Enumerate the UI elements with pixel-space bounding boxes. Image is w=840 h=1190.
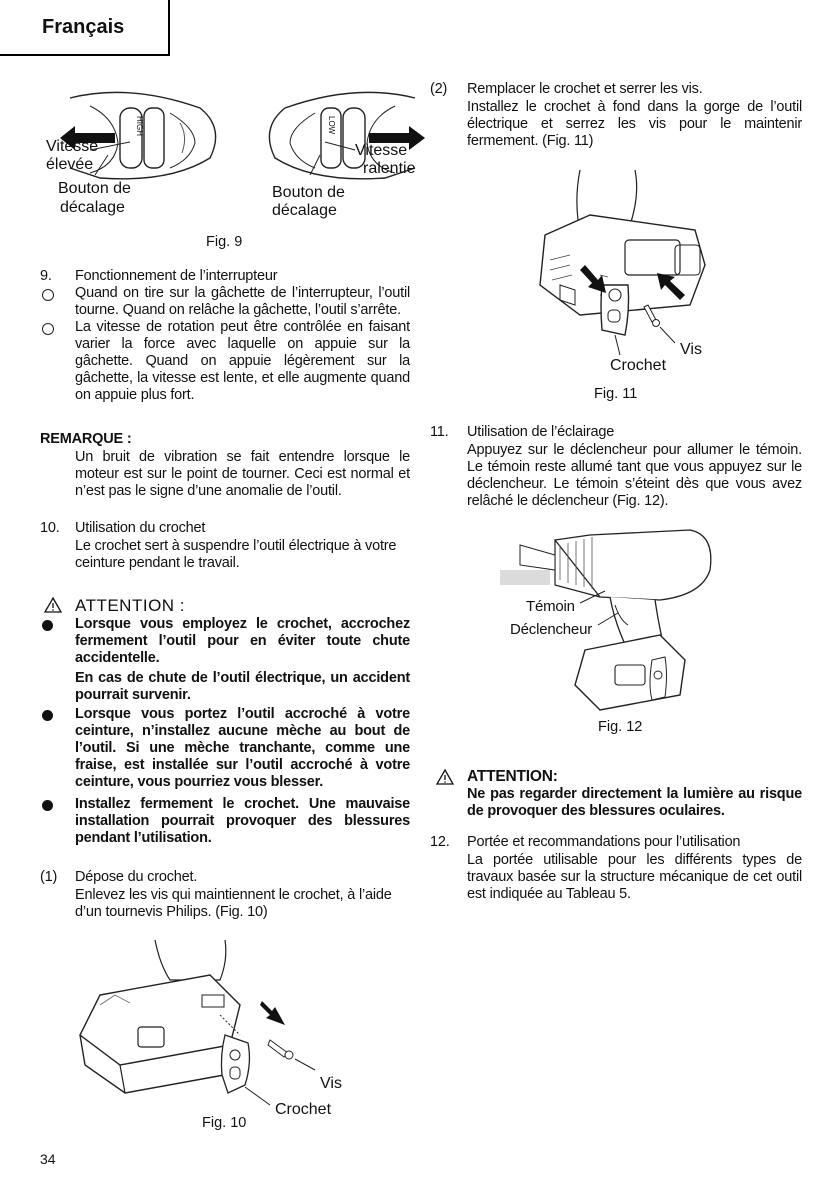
section-10-title: Utilisation du crochet [75, 520, 206, 536]
warning-triangle-icon [436, 769, 454, 785]
language-tab-label: Français [42, 16, 125, 38]
section-9-number: 9. [40, 268, 52, 284]
bullet-dot-icon [42, 800, 53, 811]
step-1-number: (1) [40, 869, 58, 885]
section-9-bullet-2: La vitesse de rotation peut être contrôlée en faisant varier la force avec laquelle on appuie sur la gâchette. Quand on appuie légèrement sur la gâchette, la vitesse est lente, et elle augmente quand on appuie plus fort. [75, 319, 410, 403]
attention-2-title: ATTENTION: [467, 768, 558, 785]
fig11-caption: Fig. 11 [594, 386, 638, 402]
figure-10 [70, 935, 370, 1135]
label-bouton-left-2: décalage [60, 199, 125, 216]
section-10-number: 10. [40, 520, 60, 536]
bullet-circle-icon [42, 323, 54, 335]
fig10-crochet-label: Crochet [275, 1101, 332, 1118]
section-10-text: Le crochet sert à suspendre l’outil électrique à votre ceinture pendant le travail. [75, 538, 397, 571]
attention-1-title: ATTENTION : [75, 596, 186, 615]
attention-1-bullet-1b: En cas de chute de l’outil électrique, un accident pourrait survenir. [75, 670, 410, 703]
label-bouton-left-1: Bouton de [58, 180, 131, 197]
language-tab [0, 0, 170, 56]
switch-low-text: LOW [327, 116, 336, 135]
fig11-crochet-label: Crochet [610, 357, 667, 374]
label-vitesse-elevee-1: Vitesse [46, 138, 99, 155]
label-vitesse-ralentie-1: Vitesse [355, 142, 408, 159]
step-2-text: Installez le crochet à fond dans la gorge de l’outil électrique et serrez les vis pour le maintenir fermement. (Fig. 11) [467, 99, 802, 149]
section-11-number: 11. [430, 424, 449, 440]
label-bouton-right-2: décalage [272, 202, 337, 219]
fig9-caption: Fig. 9 [206, 234, 243, 250]
fig10-caption: Fig. 10 [202, 1115, 247, 1131]
fig12-declencheur-label: Déclencheur [510, 621, 593, 638]
bullet-circle-icon [42, 289, 54, 301]
label-vitesse-ralentie-2: ralentie [363, 160, 416, 177]
section-12-text: La portée utilisable pour les différents types de travaux basée sur la structure mécanique de cet outil est indiquée au Tableau 5. [467, 852, 802, 902]
page-number: 34 [40, 1151, 56, 1167]
attention-2-text: Ne pas regarder directement la lumière au risque de provoquer des blessures oculaires. [467, 786, 802, 819]
remarque-title: REMARQUE : [40, 431, 132, 447]
attention-1-bullet-2: Lorsque vous portez l’outil accroché à votre ceinture, n’installez aucune mèche au bout de l’outil. Si une mèche tranchante, comme une fraise, est installée sur l’outil accroché à votre ceinture, vous pourriez vous blesser. [75, 706, 410, 790]
switch-high-text: HIGH [135, 116, 144, 136]
attention-1-bullet-3: Installez fermement le crochet. Une mauvaise installation pourrait provoquer des blessures pendant l’utilisation. [75, 796, 410, 846]
fig10-vis-label: Vis [320, 1075, 342, 1092]
label-vitesse-elevee-2: élevée [46, 156, 94, 173]
step-2-title: Remplacer le crochet et serrer les vis. [467, 81, 703, 97]
attention-1-bullet-1a: Lorsque vous employez le crochet, accrochez fermement l’outil pour en éviter toute chute accidentelle. [75, 616, 410, 666]
step-2-number: (2) [430, 81, 448, 97]
section-11-title: Utilisation de l’éclairage [467, 424, 615, 440]
remarque-text: Un bruit de vibration se fait entendre lorsque le moteur est sur le point de tourner. Ceci est normal et n’est pas le signe d’une anomalie de l’outil. [75, 449, 410, 499]
label-bouton-right-1: Bouton de [272, 184, 345, 201]
fig12-temoin-label: Témoin [526, 598, 575, 615]
step-1-text: Enlevez les vis qui maintiennent le crochet, à l’aide d’un tournevis Philips. (Fig. 10) [75, 887, 392, 920]
warning-triangle-icon [44, 597, 62, 613]
drill-battery-hook-install-illustration [530, 165, 730, 365]
section-9-title: Fonctionnement de l’interrupteur [75, 268, 278, 284]
step-1-title: Dépose du crochet. [75, 869, 198, 885]
fig12-caption: Fig. 12 [598, 719, 643, 735]
section-12-number: 12. [430, 834, 450, 850]
figure-9 [40, 80, 420, 260]
fig11-vis-label: Vis [680, 341, 702, 358]
bullet-dot-icon [42, 620, 53, 631]
section-11-text: Appuyez sur le déclencheur pour allumer le témoin. Le témoin reste allumé tant que vous appuyez sur le déclencheur. Le témoin s’éteint dès que vous avez relâché le déclencheur (Fig. 12). [467, 442, 802, 509]
section-12-title: Portée et recommandations pour l’utilisation [467, 834, 741, 850]
figure-12 [490, 525, 730, 740]
figure-11 [530, 165, 730, 410]
section-9-bullet-1: Quand on tire sur la gâchette de l’interrupteur, l’outil tourne. Quand on relâche la gâchette, l’outil s’arrête. [75, 285, 410, 318]
bullet-dot-icon [42, 710, 53, 721]
drill-light-trigger-illustration [490, 525, 730, 715]
